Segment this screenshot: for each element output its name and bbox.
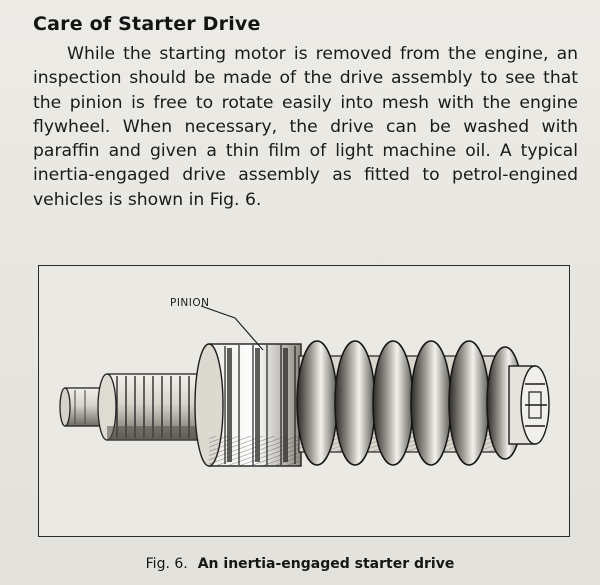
starter-drive-illustration — [39, 266, 570, 537]
caption-title: An inertia-engaged starter drive — [197, 556, 455, 572]
section-heading: Care of Starter Drive — [33, 13, 261, 35]
figure-frame — [38, 265, 570, 537]
figure-caption — [0, 556, 600, 572]
body-paragraph: While the starting motor is removed from the engine, an inspection should be made of the drive assembly to see that the pinion is free to rotate easily into mesh with the engine flywheel. When necessary, the drive can be washed with paraffin and given a thin film of light machine oil. A typical inertia-engaged drive assembly as fitted to petrol-engined vehicles is shown in Fig. 6. — [33, 44, 578, 210]
pinion-gear — [195, 344, 301, 466]
caption-number: Fig. 6. — [145, 556, 188, 572]
retaining-nut — [509, 366, 549, 444]
splined-shaft — [98, 374, 211, 440]
pinion-label: PINION — [170, 297, 210, 309]
